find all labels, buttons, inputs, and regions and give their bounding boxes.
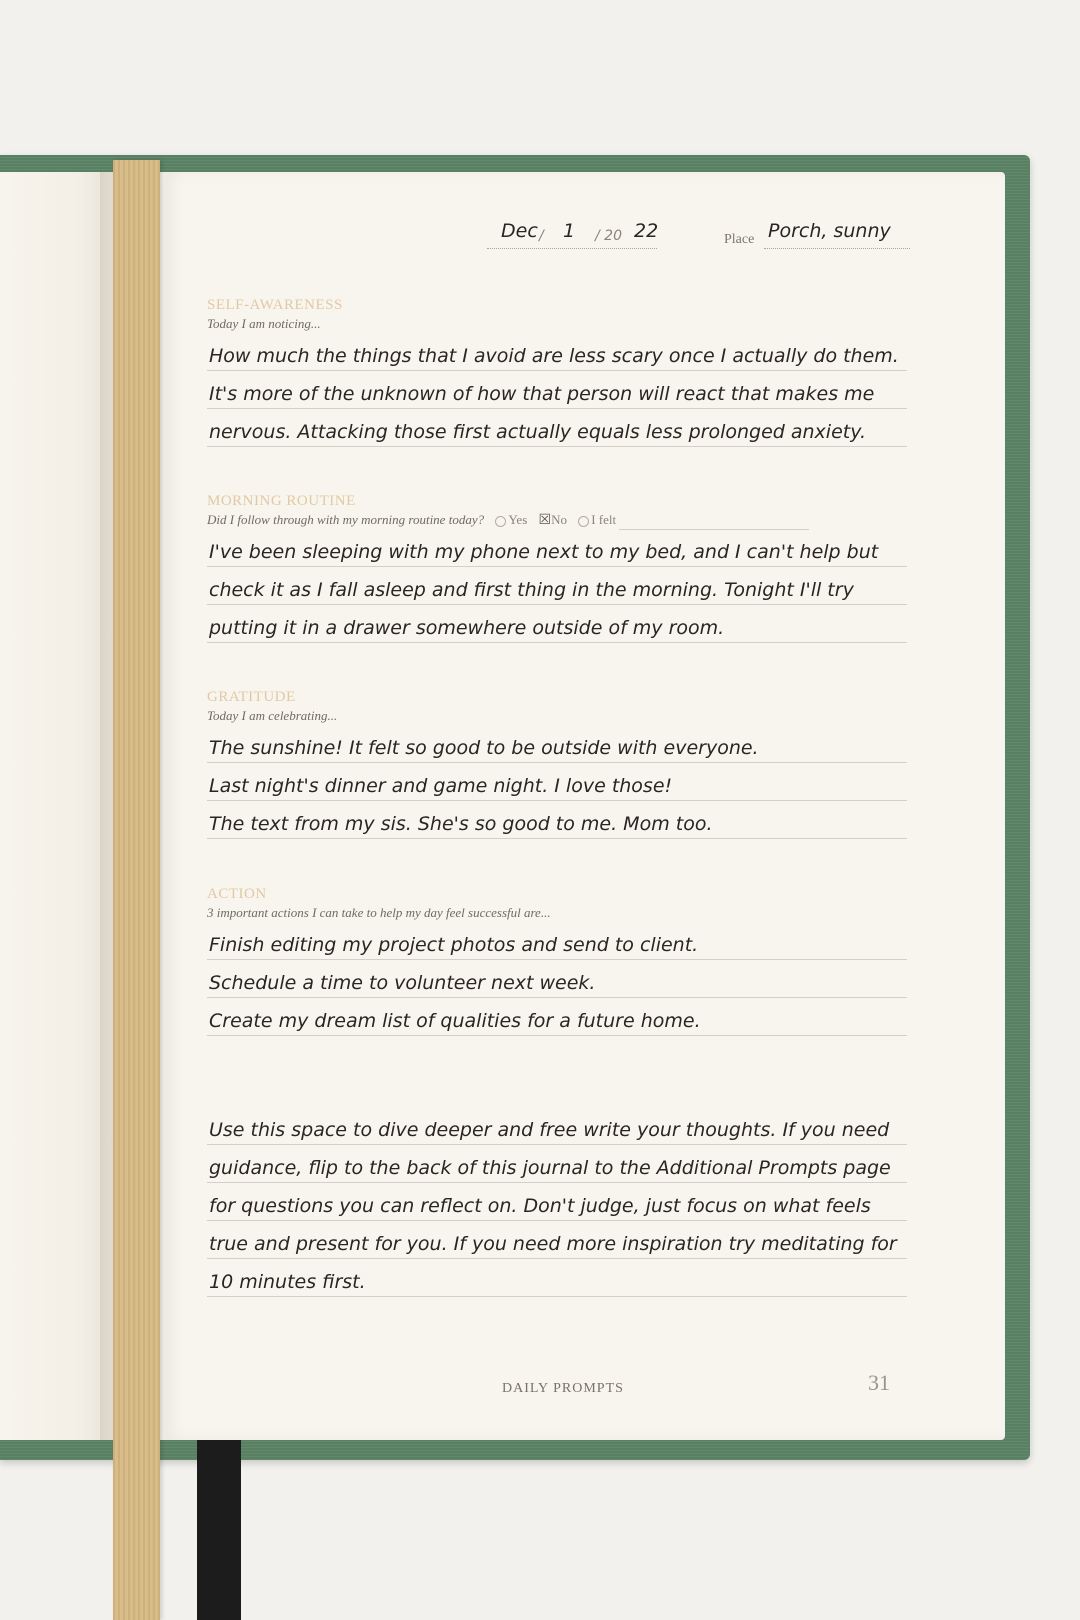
journal-line: Last night's dinner and game night. I love those!: [207, 763, 907, 801]
routine-check-row: [207, 511, 907, 529]
journal-line: The text from my sis. She's so good to me. Mom too.: [207, 801, 907, 839]
date-month: Dec: [501, 220, 538, 242]
date-separator: /: [539, 228, 544, 244]
date-year: 22: [634, 220, 659, 242]
section-prompt: 3 important actions I can take to help my day feel successful are...: [207, 905, 551, 920]
option-felt: I felt: [578, 512, 616, 527]
section-prompt: Did I follow through with my morning routine today?: [207, 512, 485, 527]
section-free-write: [207, 1107, 907, 1297]
journal-line: putting it in a drawer somewhere outside of my room.: [207, 605, 907, 643]
journal-line: The sunshine! It felt so good to be outside with everyone.: [207, 725, 907, 763]
date-century: / 20: [595, 228, 622, 244]
section-self-awareness: [207, 295, 907, 447]
journal-line: check it as I fall asleep and first thing in the morning. Tonight I'll try: [207, 567, 907, 605]
page-number: 31: [868, 1370, 890, 1395]
black-bookmark-ribbon: [197, 1440, 241, 1620]
section-title: GRATITUDE: [207, 689, 296, 705]
place-label: Place: [724, 232, 755, 247]
journal-line: Schedule a time to volunteer next week.: [207, 960, 907, 998]
journal-line: How much the things that I avoid are less scary once I actually do them.: [207, 333, 907, 371]
tan-bookmark-ribbon: [113, 160, 160, 1620]
footer-label: DAILY PROMPTS: [502, 1381, 624, 1396]
section-prompt: Today I am celebrating...: [207, 708, 338, 723]
felt-blank-line: [619, 515, 809, 530]
journal-line: true and present for you. If you need more inspiration try meditating for: [207, 1221, 907, 1259]
option-yes: Yes: [495, 512, 527, 527]
place-value: Porch, sunny: [768, 220, 891, 242]
journal-line: 10 minutes first.: [207, 1259, 907, 1297]
x-mark-icon: ☒: [538, 513, 552, 528]
journal-line: Use this space to dive deeper and free write your thoughts. If you need: [207, 1107, 907, 1145]
section-gratitude: [207, 687, 907, 839]
journal-line: It's more of the unknown of how that person will react that makes me: [207, 371, 907, 409]
section-morning-routine: [207, 491, 907, 643]
section-action: [207, 884, 907, 1036]
journal-line: for questions you can reflect on. Don't judge, just focus on what feels: [207, 1183, 907, 1221]
journal-line: Create my dream list of qualities for a future home.: [207, 998, 907, 1036]
journal-line: I've been sleeping with my phone next to my bed, and I can't help but: [207, 529, 907, 567]
left-page: [0, 172, 115, 1440]
option-no: ☒No: [538, 512, 567, 528]
place-field: [764, 218, 910, 249]
date-day: 1: [563, 220, 576, 242]
section-title: MORNING ROUTINE: [207, 493, 356, 509]
felt-checkbox-icon: [578, 516, 589, 527]
journal-line: Finish editing my project photos and send to client.: [207, 922, 907, 960]
date-field: [487, 218, 657, 249]
yes-checkbox-icon: [495, 516, 506, 527]
section-title: SELF-AWARENESS: [207, 297, 343, 313]
journal-line: nervous. Attacking those first actually equals less prolonged anxiety.: [207, 409, 907, 447]
section-title: ACTION: [207, 886, 267, 902]
section-prompt: Today I am noticing...: [207, 316, 321, 331]
journal-line: guidance, flip to the back of this journal to the Additional Prompts page: [207, 1145, 907, 1183]
